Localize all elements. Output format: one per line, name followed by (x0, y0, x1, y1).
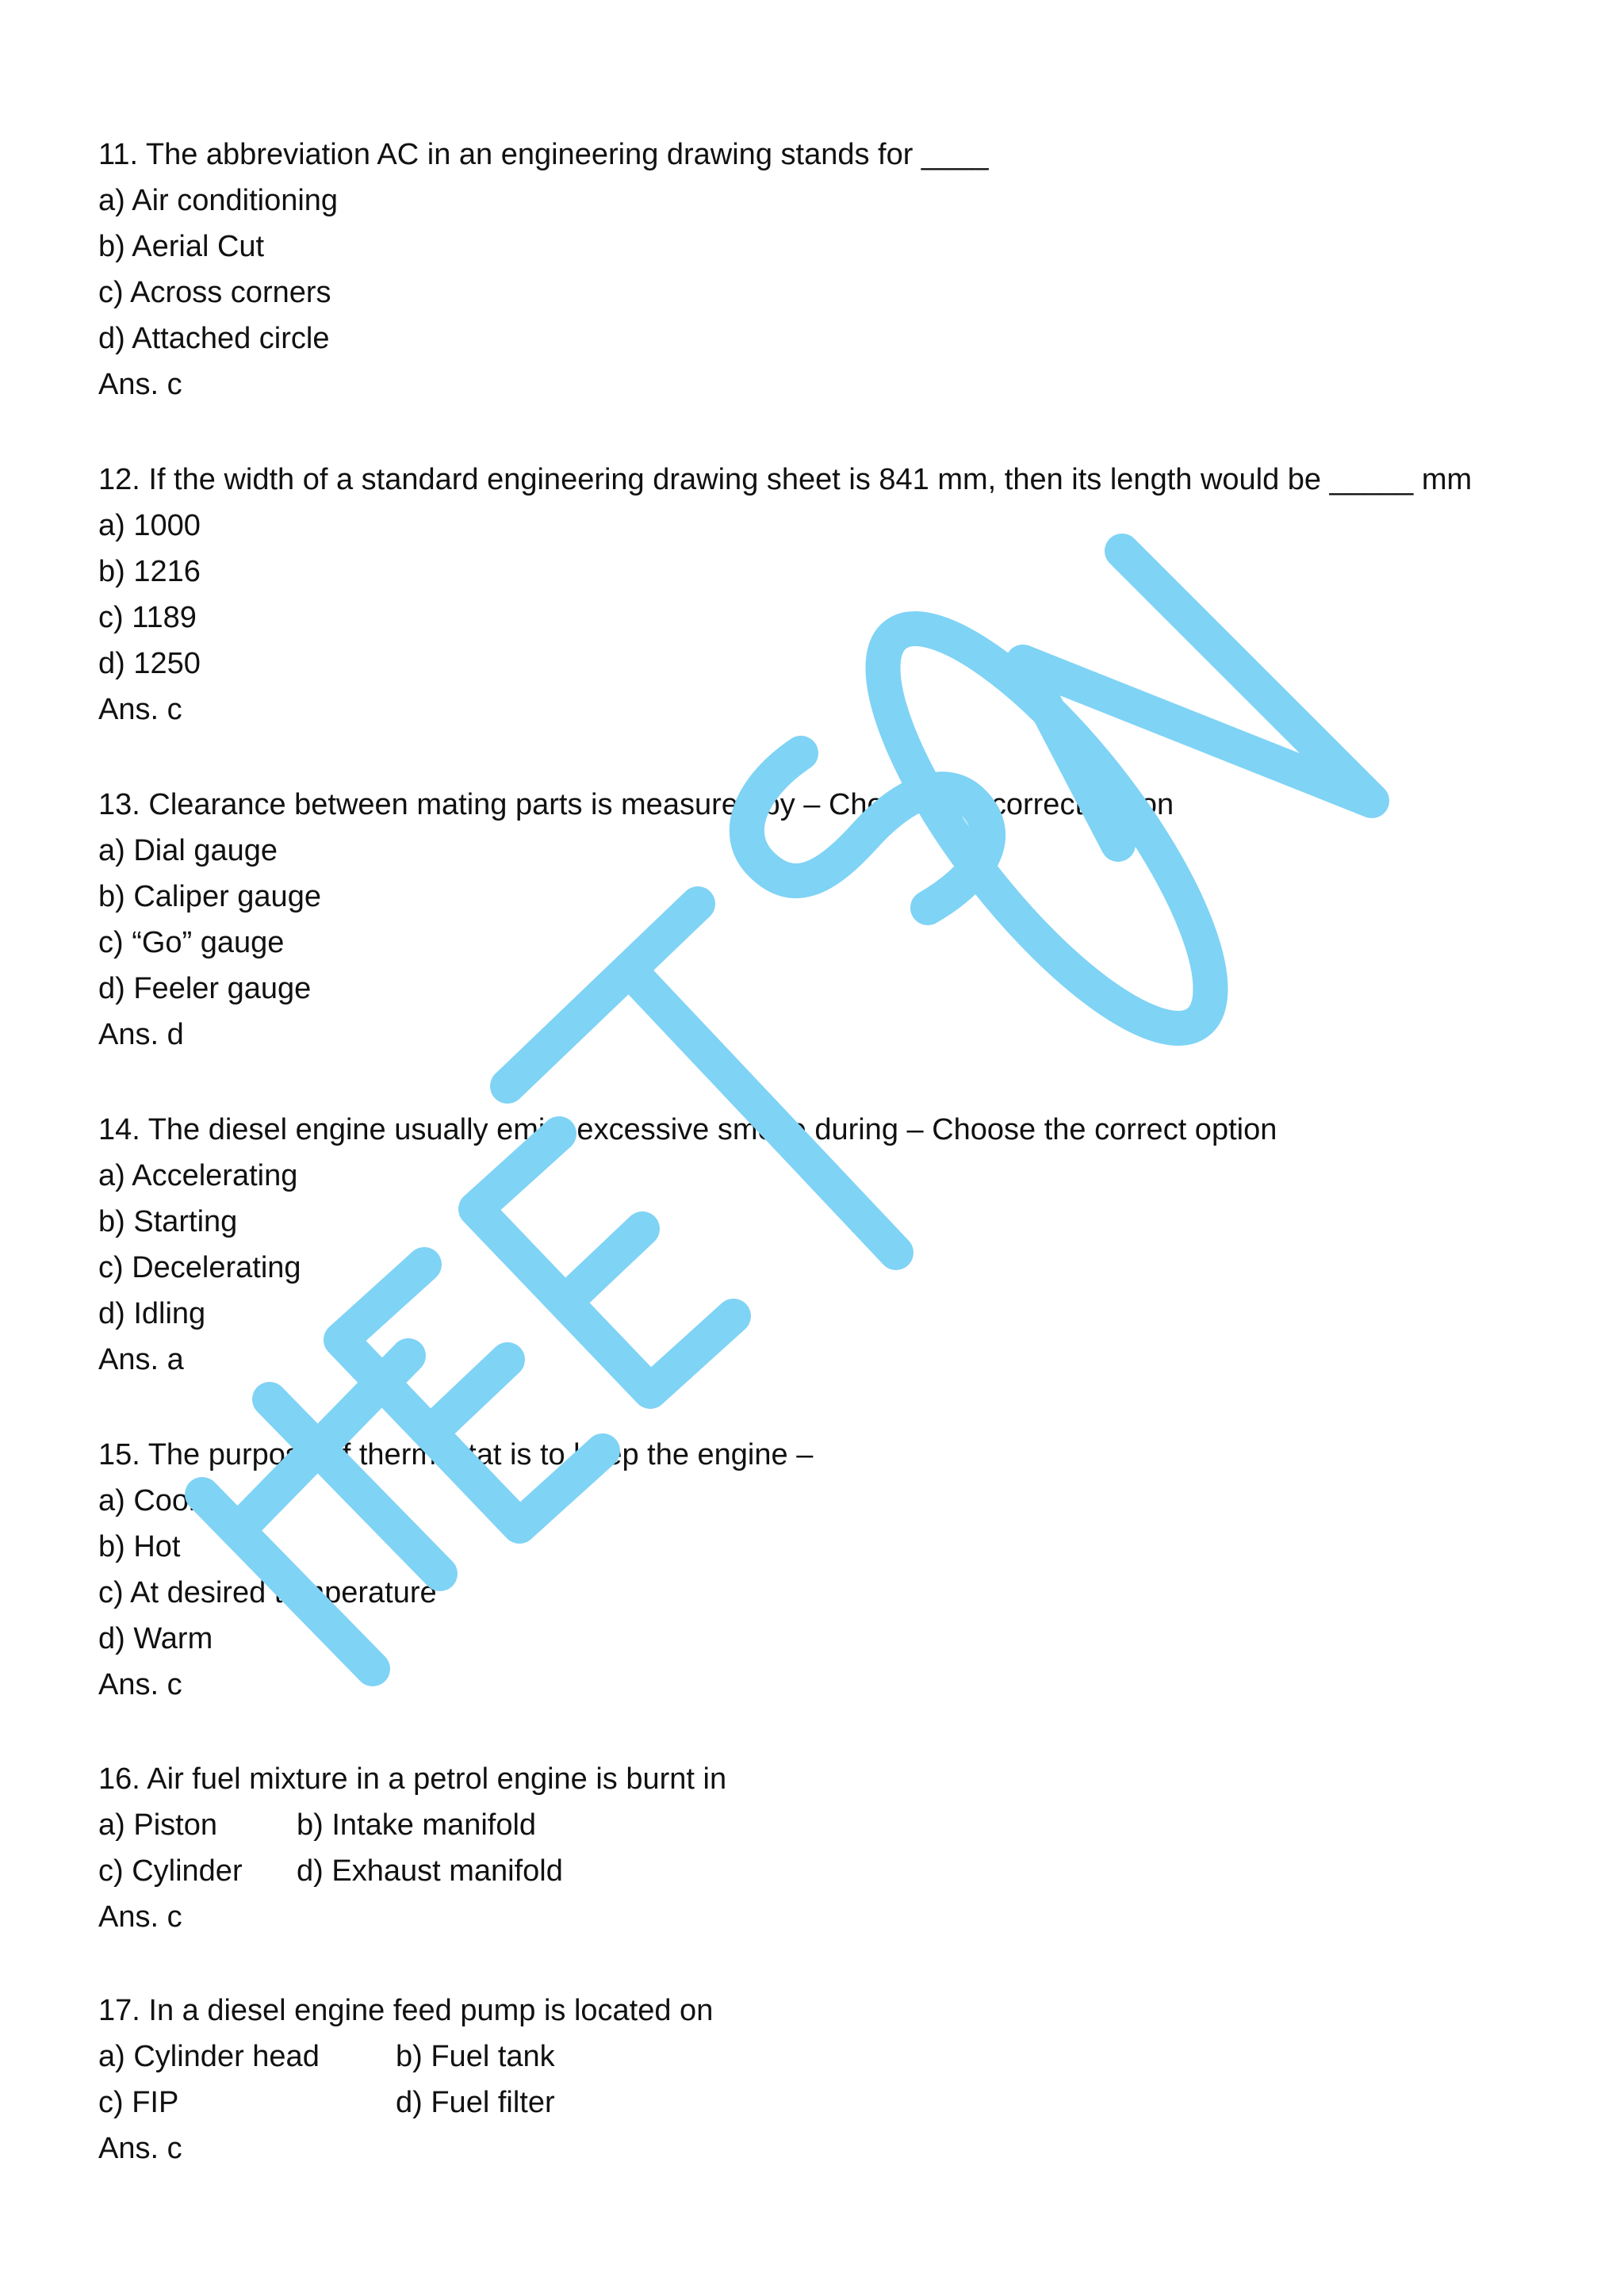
option-c: c) At desired temperature (98, 1576, 437, 1609)
options-row-1 (98, 1802, 1573, 1848)
option-a: a) Dial gauge (98, 834, 278, 867)
option-b: b) 1216 (98, 555, 201, 588)
option-b: b) Starting (98, 1205, 238, 1238)
option-c: c) 1189 (98, 601, 197, 634)
answer: Ans. d (98, 1018, 184, 1051)
answer: Ans. c (98, 1668, 182, 1701)
option-c: c) Decelerating (98, 1251, 301, 1284)
option-a: a) Cylinder head (98, 2040, 320, 2073)
question-13 (98, 782, 1573, 1058)
question-text: 14. The diesel engine usually emits excessive smoke during – Choose the correct option (98, 1113, 1277, 1146)
question-14 (98, 1107, 1573, 1383)
answer: Ans. c (98, 693, 182, 726)
question-text: 16. Air fuel mixture in a petrol engine is burnt in (98, 1762, 727, 1796)
answer: Ans. a (98, 1343, 184, 1376)
question-text: 13. Clearance between mating parts is measured by – Choose the correct option (98, 788, 1174, 821)
option-d: d) Attached circle (98, 322, 330, 355)
option-a: a) Accelerating (98, 1159, 298, 1192)
option-a: a) 1000 (98, 509, 201, 542)
answer: Ans. c (98, 2132, 182, 2165)
question-text: 11. The abbreviation AC in an engineering drawing stands for ____ (98, 138, 989, 171)
option-d: d) Exhaust manifold (297, 1854, 563, 1888)
option-b: b) Fuel tank (396, 2040, 555, 2073)
options-row-2 (98, 2080, 1573, 2126)
options-row-1 (98, 2034, 1573, 2080)
question-17 (98, 1988, 1573, 2172)
option-b: b) Aerial Cut (98, 230, 265, 263)
answer: Ans. c (98, 1900, 182, 1934)
option-d: d) Idling (98, 1297, 206, 1330)
option-c: c) FIP (98, 2086, 179, 2119)
question-text: 12. If the width of a standard engineering drawing sheet is 841 mm, then its length would be _____ mm (98, 463, 1473, 496)
question-16 (98, 1756, 1573, 1940)
option-a: a) Cool (98, 1484, 196, 1517)
question-11 (98, 132, 1573, 408)
option-d: d) Warm (98, 1622, 213, 1655)
option-d: d) Feeler gauge (98, 972, 312, 1005)
option-a: a) Air conditioning (98, 184, 339, 217)
option-c: c) Across corners (98, 276, 331, 309)
question-text: 17. In a diesel engine feed pump is located on (98, 1994, 714, 2027)
option-a: a) Piston (98, 1808, 217, 1842)
option-b: b) Caliper gauge (98, 880, 321, 913)
option-c: c) “Go” gauge (98, 926, 285, 959)
option-d: d) Fuel filter (396, 2086, 555, 2119)
question-15 (98, 1432, 1573, 1708)
answer: Ans. c (98, 368, 182, 401)
option-b: b) Intake manifold (297, 1808, 537, 1842)
question-text: 15. The purpose of thermostat is to keep the engine – (98, 1438, 814, 1471)
option-d: d) 1250 (98, 647, 201, 680)
options-row-2 (98, 1848, 1573, 1894)
option-b: b) Hot (98, 1530, 181, 1563)
question-12 (98, 457, 1573, 733)
option-c: c) Cylinder (98, 1854, 243, 1888)
